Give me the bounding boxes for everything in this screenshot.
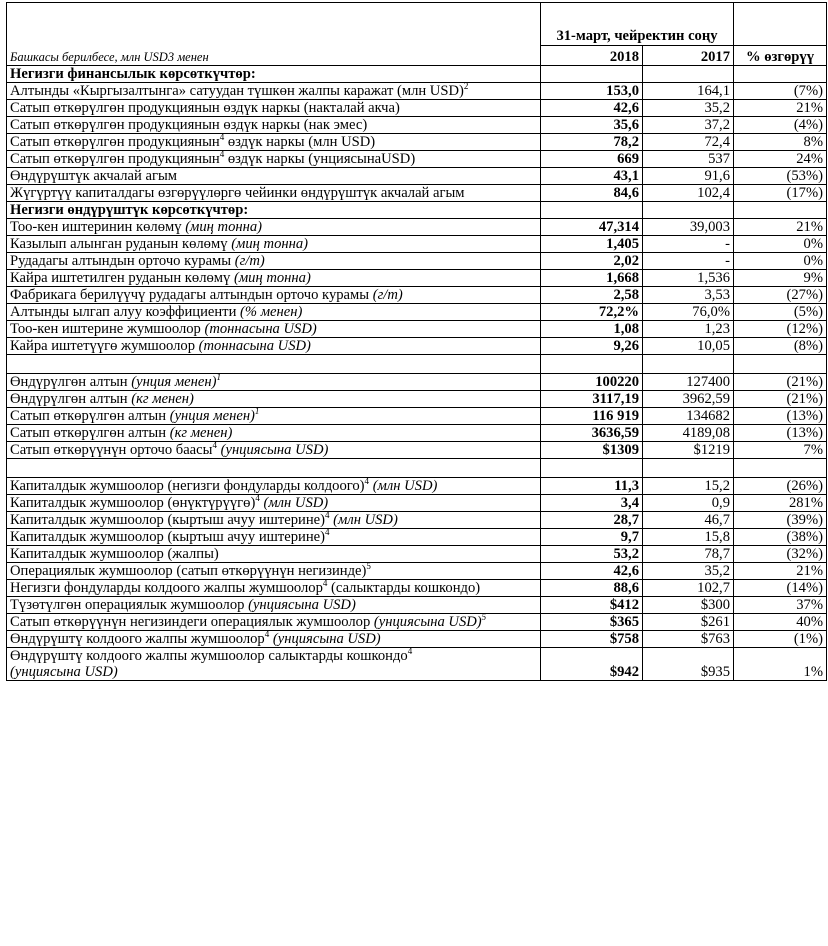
row-label-suffix: (салыктарды кошкондо)	[327, 580, 481, 596]
value-2018: 43,1	[541, 168, 643, 185]
table-row	[7, 117, 827, 134]
value-2017: 1,536	[643, 270, 734, 287]
change-percent: (17%)	[734, 185, 827, 202]
section-heading: Негизги финансылык көрсөткүчтөр:	[7, 66, 541, 83]
value-2018: 42,6	[541, 100, 643, 117]
footnote-ref: 4	[255, 493, 260, 504]
change-percent: 21%	[734, 563, 827, 580]
footnote-ref: 2	[463, 81, 469, 92]
value-2018: 2,02	[541, 253, 643, 270]
row-label	[7, 117, 541, 134]
row-label	[7, 151, 541, 168]
row-label-text: Капиталдык жумшоолор (кыртыш ачуу иштерине)	[10, 512, 326, 528]
table-row	[7, 168, 827, 185]
row-label-text: Сатып өткөрүлгөн алтын	[10, 408, 167, 424]
table-row	[7, 134, 827, 151]
empty-cell	[734, 66, 827, 83]
value-2017: -	[643, 236, 734, 253]
change-percent: (12%)	[734, 321, 827, 338]
footnote-ref: 4	[212, 440, 217, 451]
value-2017: 3,53	[643, 287, 734, 304]
row-label-text: Казылып алынган руданын көлөмү	[10, 236, 228, 252]
table-row	[7, 270, 827, 287]
empty-cell	[643, 202, 734, 219]
row-label-text: Сатып өткөрүүнүн негизиндеги операциялык жумшоолор	[10, 614, 371, 630]
row-label-text: Жүгүртүү капиталдагы өзгөрүүлөргө чейинки өндүрүштүк акчалай агым	[10, 185, 465, 201]
change-percent: 0%	[734, 253, 827, 270]
footnote-ref: 4	[325, 510, 330, 521]
empty-cell	[541, 459, 643, 478]
row-unit: (унция менен)	[169, 408, 255, 424]
value-2017: 10,05	[643, 338, 734, 355]
value-2017: 4189,08	[643, 425, 734, 442]
value-2018: $758	[541, 631, 643, 648]
table-row	[7, 529, 827, 546]
row-label-text: Сатып өткөрүлгөн продукциянын	[10, 151, 220, 167]
row-unit: (млн USD)	[372, 478, 438, 494]
empty-cell	[541, 202, 643, 219]
section-heading: Негизги өндүрүштүк көрсөткүчтөр:	[7, 202, 541, 219]
change-percent: (38%)	[734, 529, 827, 546]
table-row	[7, 304, 827, 321]
change-percent: (5%)	[734, 304, 827, 321]
row-label-text: Өндүрүштүк акчалай агым	[10, 168, 177, 184]
change-percent: (21%)	[734, 391, 827, 408]
footnote-ref: 4	[264, 629, 270, 640]
row-label	[7, 442, 541, 459]
table-row	[7, 408, 827, 425]
row-label-text: Өндүрүштү колдоого жалпы жумшоолор	[10, 631, 265, 647]
change-percent: 281%	[734, 495, 827, 512]
row-label	[7, 219, 541, 236]
row-label	[7, 408, 541, 425]
change-percent: (4%)	[734, 117, 827, 134]
row-label	[7, 391, 541, 408]
value-2018: $365	[541, 614, 643, 631]
row-label-text: Фабрикага берилүүчү рудадагы алтындын орточо курамы	[10, 287, 370, 303]
empty-cell	[734, 355, 827, 374]
table-row	[7, 478, 827, 495]
table-row	[7, 495, 827, 512]
row-label	[7, 100, 541, 117]
row-label-text: Түзөтүлгөн операциялык жумшоолор	[10, 597, 245, 613]
row-unit: (кг менен)	[169, 425, 233, 441]
value-2018: 669	[541, 151, 643, 168]
value-2017: $935	[643, 648, 734, 681]
table-row	[7, 253, 827, 270]
value-2018: 9,7	[541, 529, 643, 546]
row-label-text: Операциялык жумшоолор (сатып өткөрүүнүн негизинде)	[10, 563, 367, 579]
empty-cell	[734, 459, 827, 478]
row-label-text: Сатып өткөрүлгөн продукциянын	[10, 134, 220, 150]
row-label	[7, 134, 541, 151]
table-row	[7, 83, 827, 100]
table-row	[7, 391, 827, 408]
value-2017: 35,2	[643, 100, 734, 117]
row-label	[7, 185, 541, 202]
empty-cell	[643, 459, 734, 478]
value-2018: $942	[541, 648, 643, 681]
value-2017: $261	[643, 614, 734, 631]
row-unit: (г/т)	[234, 253, 265, 269]
table-row	[7, 338, 827, 355]
row-unit: (тоннасына USD)	[204, 321, 317, 337]
row-unit: (тоннасына USD)	[198, 338, 311, 354]
value-2017: 76,0%	[643, 304, 734, 321]
row-label-text: Сатып өткөрүлгөн алтын	[10, 425, 167, 441]
value-2018: 53,2	[541, 546, 643, 563]
change-percent: (13%)	[734, 408, 827, 425]
spacer-row	[7, 459, 827, 478]
value-2018: 72,2%	[541, 304, 643, 321]
value-2018: 42,6	[541, 563, 643, 580]
row-label-text: Өндүрүлгөн алтын	[10, 374, 128, 390]
value-2018: $412	[541, 597, 643, 614]
table-row	[7, 631, 827, 648]
row-label	[7, 580, 541, 597]
change-percent: (14%)	[734, 580, 827, 597]
row-label	[7, 253, 541, 270]
row-unit: (унциясына USD)	[373, 614, 482, 630]
row-unit: (кг менен)	[131, 391, 194, 407]
row-unit: (унциясына USD)	[220, 442, 329, 458]
financial-indicators-table	[6, 2, 827, 681]
empty-cell	[541, 355, 643, 374]
row-label	[7, 563, 541, 580]
change-heading: % өзгөрүү	[734, 46, 827, 66]
section-heading-row	[7, 202, 827, 219]
value-2018: 1,08	[541, 321, 643, 338]
row-label-text: Кайра иштетүүгө жумшоолор	[10, 338, 195, 354]
row-label-text: Капиталдык жумшоолор (кыртыш ачуу иштерине)	[10, 529, 326, 545]
footnote-ref: 1	[254, 406, 260, 417]
value-2017: 35,2	[643, 563, 734, 580]
table-row	[7, 512, 827, 529]
value-2017: $300	[643, 597, 734, 614]
row-label-text: Сатып өткөрүлгөн продукциянын өздүк наркы (накталай акча)	[10, 100, 400, 116]
date-heading: 31-март, чейректин соңу	[541, 3, 734, 46]
row-label	[7, 529, 541, 546]
table-row	[7, 614, 827, 631]
year-2017-heading: 2017	[643, 46, 734, 66]
value-2017: $1219	[643, 442, 734, 459]
row-label	[7, 304, 541, 321]
value-2017: 102,4	[643, 185, 734, 202]
change-percent: (13%)	[734, 425, 827, 442]
change-percent: 21%	[734, 100, 827, 117]
row-label	[7, 321, 541, 338]
change-percent: 24%	[734, 151, 827, 168]
row-label-text: Рудадагы алтындын орточо курамы	[10, 253, 232, 269]
row-label	[7, 631, 541, 648]
value-2018: 3,4	[541, 495, 643, 512]
footnote-ref: 4	[407, 646, 413, 657]
row-label-text: Сатып өткөрүүнүн орточо баасы	[10, 442, 213, 458]
row-label-text: Капиталдык жумшоолор (өнүктүрүүгө)	[10, 495, 256, 511]
value-2017: 39,003	[643, 219, 734, 236]
value-2017: 134682	[643, 408, 734, 425]
row-label	[7, 614, 541, 631]
footnote-ref: 4	[219, 132, 225, 143]
row-label-text: Капиталдык жумшоолор (негизги фондуларды колдоого)	[10, 478, 365, 494]
row-label	[7, 287, 541, 304]
unit-note: Башкасы берилбесе, млн USD3 менен	[7, 3, 541, 66]
value-2017: 3962,59	[643, 391, 734, 408]
table-row	[7, 287, 827, 304]
row-label	[7, 270, 541, 287]
row-unit: (унция менен)	[131, 374, 217, 390]
row-label	[7, 236, 541, 253]
empty-cell	[7, 459, 541, 478]
change-percent: 8%	[734, 134, 827, 151]
value-2018: 3636,59	[541, 425, 643, 442]
change-percent: (27%)	[734, 287, 827, 304]
row-unit: (миң тонна)	[233, 270, 311, 286]
value-2017: 15,8	[643, 529, 734, 546]
table-row	[7, 425, 827, 442]
empty-cell	[643, 355, 734, 374]
footnote-ref: 4	[219, 149, 225, 160]
value-2018: 9,26	[541, 338, 643, 355]
value-2017: 102,7	[643, 580, 734, 597]
value-2018: 78,2	[541, 134, 643, 151]
table-body	[7, 66, 827, 681]
value-2017: 72,4	[643, 134, 734, 151]
row-unit: (унциясына USD)	[10, 664, 118, 680]
value-2018: 100220	[541, 374, 643, 391]
table-row	[7, 236, 827, 253]
footnote-ref: 1	[216, 372, 221, 383]
change-percent: (21%)	[734, 374, 827, 391]
change-percent: (1%)	[734, 631, 827, 648]
value-2018: 47,314	[541, 219, 643, 236]
value-2017: $763	[643, 631, 734, 648]
header-blank-cell	[734, 3, 827, 46]
change-percent: 1%	[734, 648, 827, 681]
value-2018: 2,58	[541, 287, 643, 304]
value-2017: 91,6	[643, 168, 734, 185]
row-label	[7, 546, 541, 563]
change-percent: 7%	[734, 442, 827, 459]
row-label-text: Тоо-кен иштерине жумшоолор	[10, 321, 201, 337]
row-unit: (унциясына USD)	[272, 631, 381, 647]
row-unit: (миң тонна)	[185, 219, 263, 235]
row-label-text: Өндүрүлгөн алтын	[10, 391, 128, 407]
row-unit: (млн USD)	[263, 495, 329, 511]
value-2017: 127400	[643, 374, 734, 391]
footnote-ref: 5	[366, 561, 371, 572]
footnote-ref: 4	[325, 527, 330, 538]
value-2018: 153,0	[541, 83, 643, 100]
table-row	[7, 597, 827, 614]
year-2018-heading: 2018	[541, 46, 643, 66]
row-unit: (унциясына USD)	[248, 597, 356, 613]
change-percent: (32%)	[734, 546, 827, 563]
row-label	[7, 495, 541, 512]
change-percent: (26%)	[734, 478, 827, 495]
row-label-text: Капиталдык жумшоолор (жалпы)	[10, 546, 219, 562]
value-2017: 164,1	[643, 83, 734, 100]
table-row	[7, 546, 827, 563]
value-2017: 78,7	[643, 546, 734, 563]
row-label	[7, 478, 541, 495]
footnote-ref: 4	[322, 578, 328, 589]
change-percent: (39%)	[734, 512, 827, 529]
empty-cell	[734, 202, 827, 219]
footnote-ref: 4	[364, 476, 370, 487]
table-row	[7, 219, 827, 236]
table-row	[7, 374, 827, 391]
table-row	[7, 442, 827, 459]
value-2017: -	[643, 253, 734, 270]
value-2017: 1,23	[643, 321, 734, 338]
table-row	[7, 100, 827, 117]
table-row	[7, 151, 827, 168]
value-2018: 1,668	[541, 270, 643, 287]
table-row	[7, 648, 827, 681]
row-label	[7, 512, 541, 529]
value-2017: 15,2	[643, 478, 734, 495]
row-label	[7, 168, 541, 185]
change-percent: 0%	[734, 236, 827, 253]
row-label	[7, 597, 541, 614]
header-row-top	[7, 3, 827, 46]
empty-cell	[541, 66, 643, 83]
value-2018: 88,6	[541, 580, 643, 597]
row-label	[7, 648, 541, 681]
value-2018: 116 919	[541, 408, 643, 425]
table-row	[7, 321, 827, 338]
row-unit: (г/т)	[372, 287, 403, 303]
row-label-text: Негизги фондуларды колдоого жалпы жумшоолор	[10, 580, 323, 596]
table-row	[7, 185, 827, 202]
row-label	[7, 83, 541, 100]
section-heading-row	[7, 66, 827, 83]
change-percent: (7%)	[734, 83, 827, 100]
table-row	[7, 580, 827, 597]
table-row	[7, 563, 827, 580]
value-2017: 46,7	[643, 512, 734, 529]
value-2017: 537	[643, 151, 734, 168]
change-percent: 37%	[734, 597, 827, 614]
row-label-text: Алтынды ылгап алуу коэффициенти	[10, 304, 237, 320]
row-label	[7, 338, 541, 355]
change-percent: 9%	[734, 270, 827, 287]
row-label-text: Сатып өткөрүлгөн продукциянын өздүк наркы (нак эмес)	[10, 117, 368, 133]
empty-cell	[7, 355, 541, 374]
change-percent: 21%	[734, 219, 827, 236]
value-2017: 0,9	[643, 495, 734, 512]
row-label-suffix: өздүк наркы (унциясынаUSD)	[224, 151, 416, 167]
value-2018: 11,3	[541, 478, 643, 495]
row-label-suffix: өздүк наркы (млн USD)	[224, 134, 376, 150]
value-2018: 35,6	[541, 117, 643, 134]
empty-cell	[643, 66, 734, 83]
row-unit: (млн USD)	[333, 512, 398, 528]
value-2018: 84,6	[541, 185, 643, 202]
row-label	[7, 374, 541, 391]
change-percent: (53%)	[734, 168, 827, 185]
row-label-text: Өндүрүштү колдоого жалпы жумшоолор салыктарды кошкондо	[10, 648, 408, 664]
change-percent: 40%	[734, 614, 827, 631]
value-2018: 3117,19	[541, 391, 643, 408]
row-unit: (миң тонна)	[231, 236, 309, 252]
row-label-text: Тоо-кен иштеринин көлөмү	[10, 219, 182, 235]
footnote-ref: 5	[481, 612, 487, 623]
row-label-text: Алтынды «Кыргызалтынга» сатуудан түшкөн жалпы каражат (млн USD)	[10, 83, 464, 99]
change-percent: (8%)	[734, 338, 827, 355]
row-unit: (% менен)	[240, 304, 303, 320]
row-label-text: Кайра иштетилген руданын көлөмү	[10, 270, 231, 286]
value-2018: 28,7	[541, 512, 643, 529]
spacer-row	[7, 355, 827, 374]
row-label	[7, 425, 541, 442]
value-2018: $1309	[541, 442, 643, 459]
value-2018: 1,405	[541, 236, 643, 253]
value-2017: 37,2	[643, 117, 734, 134]
